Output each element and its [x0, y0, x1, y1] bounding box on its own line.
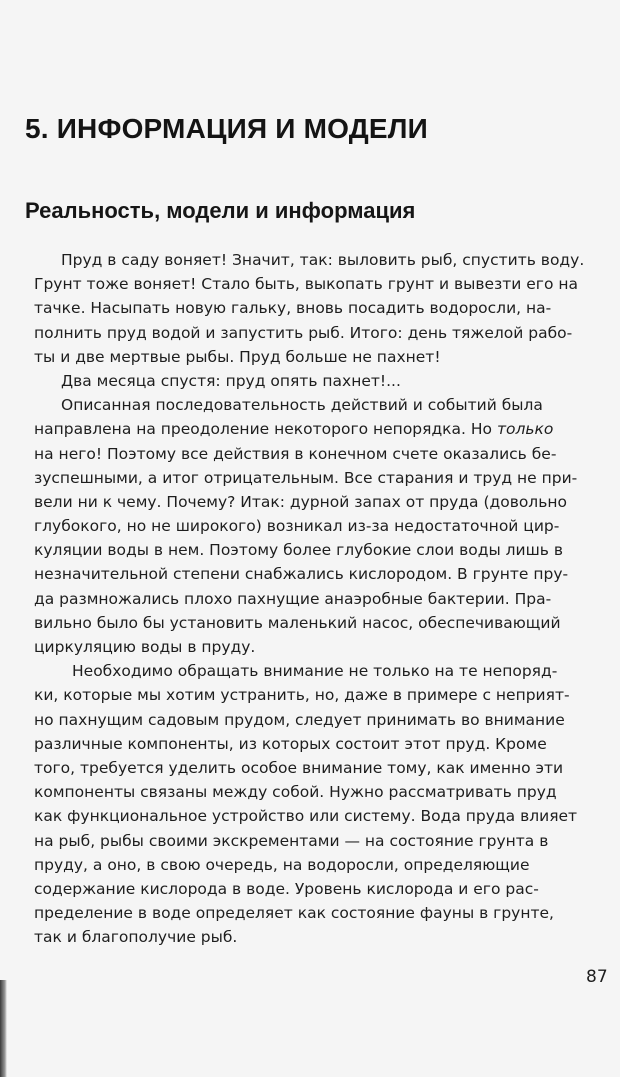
text-line: пределение в воде определяет как состояние фауны в грунте,	[34, 904, 554, 923]
binding-edge-shadow	[0, 980, 7, 1077]
text-line: ки, которые мы хотим устранить, но, даже в примере с неприят-	[34, 686, 570, 705]
section-title: Реальность, модели и информация	[25, 198, 416, 223]
text-line: содержание кислорода в воде. Уровень кислорода и его рас-	[34, 879, 539, 898]
text-line: вильно было бы установить маленький насос, обеспечивающий	[34, 613, 561, 632]
text-line: пруду, а оно, в свою очередь, на водоросли, определяющие	[34, 855, 530, 874]
text-line: так и благополучие рыб.	[34, 928, 238, 947]
body-text	[34, 248, 614, 949]
text-line: циркуляцию воды в пруду.	[34, 638, 256, 656]
text-line: Пруд в саду воняет! Значит, так: выловить рыб, спустить воду.	[61, 251, 585, 269]
text-line: на него! Поэтому все действия в конечном счете оказались бе-	[34, 444, 557, 463]
text-line: полнить пруд водой и запустить рыб. Итого: день тяжелой рабо-	[34, 323, 573, 342]
text-line: но пахнущим садовым прудом, следует принимать во внимание	[34, 710, 565, 729]
text-line: куляции воды в нем. Поэтому более глубокие слои воды лишь в	[34, 541, 564, 560]
text-fragment: направлена на преодоление некоторого непорядка. Но	[34, 420, 497, 439]
text-line: того, требуется уделить особое внимание тому, как именно эти	[34, 758, 564, 777]
emphasis-text: только	[496, 420, 554, 439]
text-line: как функциональное устройство или систему. Вода пруда влияет	[34, 807, 578, 826]
text-line: Два месяца спустя: пруд опять пахнет!...	[61, 371, 401, 390]
text-line: Описанная последовательность действий и событий была	[61, 396, 543, 415]
text-line: на рыб, рыбы своими экскрементами — на состояние грунта в	[34, 831, 549, 850]
text-line: тачке. Насыпать новую гальку, вновь посадить водоросли, на-	[34, 299, 552, 318]
text-line: компоненты связаны между собой. Нужно рассматривать пруд	[34, 783, 557, 802]
text-line: глубокого, но не широкого) возникал из-за недостаточной цир-	[34, 517, 560, 536]
text-line: зуспешными, а итог отрицательным. Все старания и труд не при-	[34, 468, 578, 487]
text-line: различные компоненты, из которых состоит этот пруд. Кроме	[34, 734, 547, 753]
text-line: Необходимо обращать внимание не только на те непоряд-	[72, 662, 558, 681]
page-number: 87	[586, 967, 608, 987]
text-line: ты и две мертвые рыбы. Пруд больше не пахнет!	[34, 347, 441, 366]
text-line: да размножались плохо пахнущие анаэробные бактерии. Пра-	[34, 589, 552, 608]
chapter-title: 5. ИНФОРМАЦИЯ И МОДЕЛИ	[25, 113, 428, 144]
text-line: Грунт тоже воняет! Стало быть, выкопать грунт и вывезти его на	[34, 275, 578, 294]
text-line	[34, 417, 614, 441]
text-line: незначительной степени снабжались кислородом. В грунте пру-	[34, 565, 569, 584]
text-line: вели ни к чему. Почему? Итак: дурной запах от пруда (довольно	[34, 492, 567, 511]
